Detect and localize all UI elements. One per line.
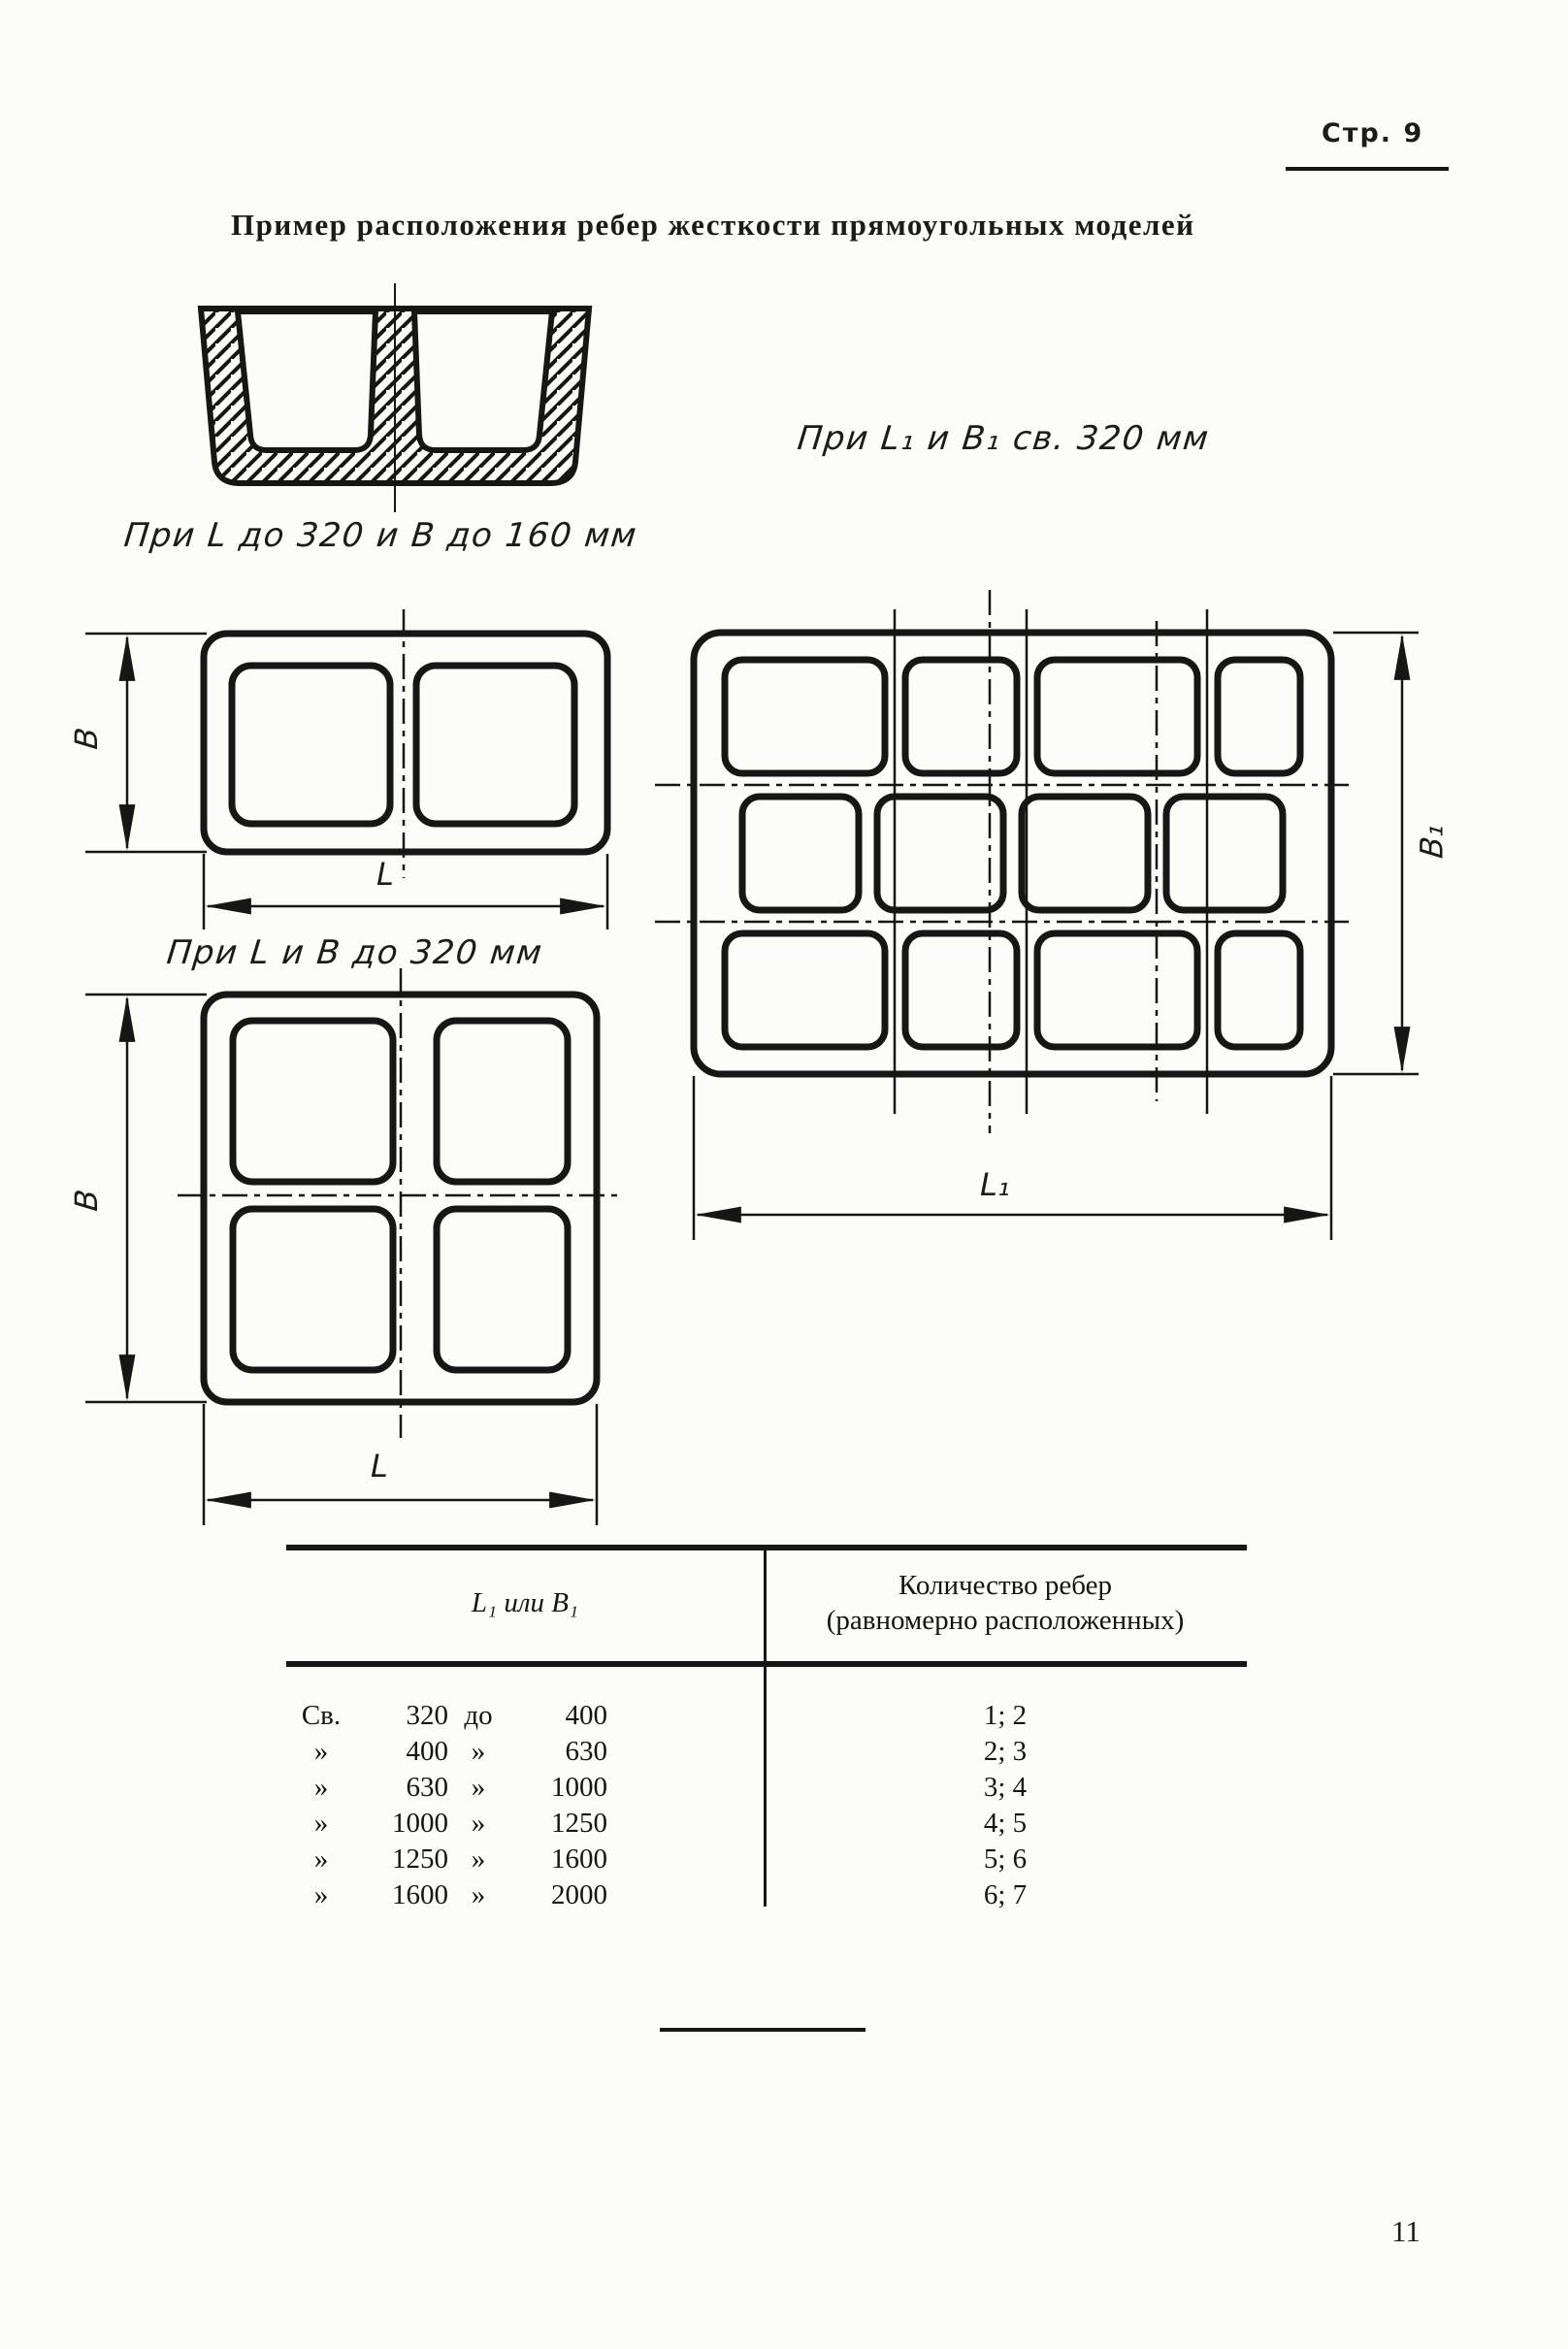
cell — [1166, 797, 1283, 910]
range-prefix: » — [313, 1808, 329, 1839]
plan-two-cell-figure — [78, 582, 640, 961]
cell — [1218, 660, 1300, 773]
range-from: 1000 — [392, 1808, 448, 1839]
range-mid: » — [471, 1808, 486, 1839]
rib-count: 5; 6 — [983, 1843, 1028, 1875]
dim-label-l: L — [376, 856, 394, 893]
table-row — [286, 1734, 1247, 1770]
range-to: 2000 — [551, 1879, 607, 1910]
cell — [232, 666, 390, 824]
plan-four-cell-figure — [78, 961, 640, 1552]
tub-section-outline — [201, 309, 589, 483]
table-header-col2 — [764, 1545, 1247, 1661]
caption-square-model: При L и В до 320 мм — [164, 933, 545, 972]
table-row — [286, 1806, 1247, 1842]
page-number: 11 — [1391, 2214, 1421, 2248]
dim-label-b: В — [67, 726, 105, 751]
rib-count-table — [286, 1545, 1247, 1923]
range-to: 1000 — [551, 1772, 607, 1803]
cell — [233, 1209, 393, 1370]
range-mid: » — [471, 1879, 486, 1910]
cell — [725, 660, 885, 773]
rib-count: 6; 7 — [983, 1879, 1028, 1910]
range-to: 1250 — [551, 1808, 607, 1839]
cell — [1037, 660, 1197, 773]
dim-label-b1: В₁ — [1413, 822, 1451, 861]
dim-label-l1: L₁ — [980, 1166, 1010, 1203]
dim-label-b: В — [67, 1188, 105, 1213]
table-row — [286, 1698, 1247, 1734]
rib-count: 4; 5 — [983, 1808, 1028, 1839]
table-header-col1: L₁ или В₁ — [471, 1586, 579, 1618]
cell — [1037, 933, 1197, 1047]
cell — [905, 933, 1017, 1047]
cell — [437, 1021, 568, 1182]
table-header-col2-line1: Количество ребер — [898, 1570, 1113, 1601]
range-prefix: » — [313, 1879, 329, 1910]
range-mid: » — [471, 1772, 486, 1803]
range-from: 630 — [406, 1772, 448, 1803]
rib-count: 3; 4 — [983, 1772, 1028, 1803]
cell — [437, 1209, 568, 1370]
cell — [725, 933, 885, 1047]
cross-section-figure — [184, 281, 621, 514]
range-prefix: » — [313, 1772, 329, 1803]
table-header-col2-line2: (равномерно расположенных) — [826, 1605, 1185, 1636]
model-outline — [694, 633, 1331, 1074]
rib-count: 2; 3 — [983, 1736, 1028, 1767]
range-from: 1250 — [392, 1843, 448, 1875]
cell — [233, 1021, 393, 1182]
cell — [1218, 933, 1300, 1047]
range-mid: » — [471, 1736, 486, 1767]
range-prefix: » — [313, 1843, 329, 1875]
table-body — [286, 1698, 1247, 1913]
range-from: 320 — [406, 1700, 448, 1731]
page-ref: Стр. 9 — [1322, 118, 1424, 148]
range-to: 1600 — [551, 1843, 607, 1875]
page-title: Пример расположения ребер жесткости прямоугольных моделей — [231, 208, 1195, 242]
cell — [416, 666, 574, 824]
footer-separator — [660, 2028, 866, 2032]
table-row — [286, 1770, 1247, 1806]
range-prefix: Св. — [301, 1700, 342, 1731]
range-mid: » — [471, 1843, 486, 1875]
range-to: 400 — [565, 1700, 607, 1731]
cell — [905, 660, 1017, 773]
plan-large-model-figure — [670, 582, 1465, 1261]
range-mid: до — [464, 1700, 493, 1731]
rib-count: 1; 2 — [983, 1700, 1028, 1731]
cell — [742, 797, 859, 910]
caption-large-model: При L₁ и В₁ св. 320 мм — [795, 419, 1212, 458]
range-from: 400 — [406, 1736, 448, 1767]
range-to: 630 — [565, 1736, 607, 1767]
range-from: 1600 — [392, 1879, 448, 1910]
table-row — [286, 1842, 1247, 1877]
range-prefix: » — [313, 1736, 329, 1767]
table-row — [286, 1877, 1247, 1913]
page-ref-underline — [1286, 167, 1449, 171]
cell — [1022, 797, 1148, 910]
caption-cross-section: При L до 320 и В до 160 мм — [121, 516, 639, 555]
table-rule-header — [286, 1661, 1247, 1667]
dim-label-l: L — [371, 1448, 388, 1484]
cell — [877, 797, 1003, 910]
